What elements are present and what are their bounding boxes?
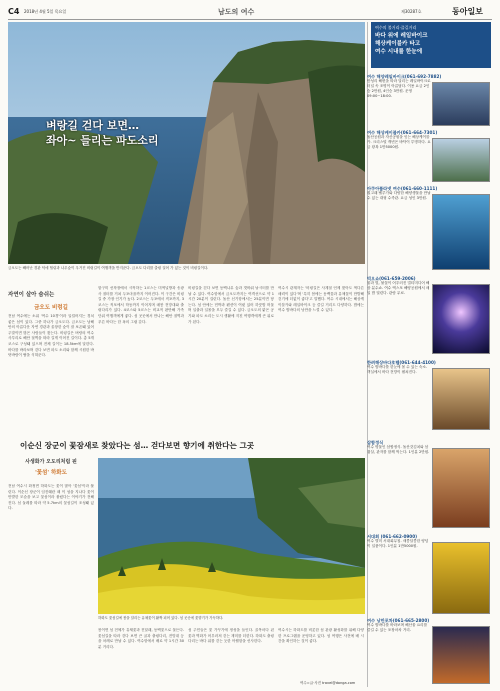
- feature2-col1: 전남 여수시 화정면 하화도는 꽃이 많아 '꽃섬'이라 불린다. 이순신 장군이 임진왜란 때 이 섬을 지나다 꽃이 만발한 모습을 보고 꽃섬이라 불렀다는 이야기가 전해진다. 섬 둘레를 따라 약 5.7km의 꽃섬길이 조성돼 있다.: [8, 484, 94, 511]
- aquarium-thumbnail: [432, 194, 490, 270]
- sidebar-item: [367, 360, 490, 430]
- feature2-col3: 섬 주민들은 꽃 가꾸기에 정성을 들인다. 골목마다 핀 꽃과 벽화가 어우러져 걷는 재미를 더한다. 하화도 출렁다리는 바다 위를 걷는 듯한 아찔함을 선사한다.: [188, 628, 274, 644]
- sidebar-item: [367, 130, 490, 182]
- food-item-title: 여수 낭만포차(061-665-2800): [367, 618, 430, 623]
- food-item-body: 여수 밤바다를 바라보며 해산물 요리를 즐길 수 있는 포장마차 거리.: [367, 623, 428, 632]
- samhap-dish-thumbnail: [432, 448, 490, 528]
- article1-col3: 비렁길을 걷다 보면 동백나무 숲과 갯바위 낚시터를 만날 수 있다. 여수항에서 금오도까지는 여객선으로 약 1시간 20분이 걸린다. 돌산 신기항에서는 25분이면 닿는다. 섬 안에는 민박과 펜션이 여럿 있어 하룻밤 머물며 일출과 일몰을 모두 즐길 수 있다. 금오도의 맑은 공기와 파도 소리는 도시 생활에 지친 여행객에게 큰 위로가 된다.: [188, 286, 274, 324]
- feature2-photo: [98, 458, 365, 614]
- article1-col2: 함구미 선착장에서 시작하는 1코스는 미역널방과 송광사 절터를 거쳐 두포마을까지 이어진다. 이 구간은 비렁길 중 가장 인기가 높다. 2코스는 두포에서 직포까지, 3코스는 직포에서 학동까지 이어지며 매봉 전망대와 출렁다리가 있다. 4코스와 5코스는 비교적 완만해 가족 단위 여행객에게 좋다. 섬 곳곳에서 만나는 해안 절벽과 푸른 바다는 한 폭의 그림 같다.: [98, 286, 184, 324]
- article1-kicker-sub: 금오도 비렁길: [34, 305, 68, 311]
- page-code: C4: [8, 7, 20, 16]
- byline: 여수=글·사진 travel@donga.com: [300, 681, 356, 685]
- issue-number: 제30287호: [401, 9, 422, 14]
- railbike-thumbnail: [432, 82, 490, 126]
- sidebar-item-body: 여수 밤바다를 한눈에 볼 수 있는 숙소. 객실에서 바다 전망이 펼쳐진다.: [367, 365, 428, 374]
- sidebar-header: [371, 22, 491, 68]
- hero-headline-line2: 좌아~ 들리는 파도소리: [46, 134, 159, 147]
- sidebar-item-title: 아쿠아플라넷 여수(061-660-1111): [367, 186, 438, 191]
- feature2-photo-caption: 하화도 꽃섬길에 봄을 알리는 유채꽃이 활짝 피어 있다. 섬 곳곳에 꽃향기가 가득하다.: [98, 616, 224, 620]
- food-item: [367, 440, 490, 528]
- hero-photo: [8, 22, 365, 264]
- date-line: 2018년 4월 5일 목요일: [24, 9, 67, 14]
- hero-headline: [46, 118, 159, 148]
- feature2-col4: 여수시는 하화도를 비롯한 섬 관광 활성화를 위해 다양한 프로그램을 운영하고 있다. 섬 여행은 사전에 배 시간을 확인하는 것이 좋다.: [278, 628, 364, 644]
- food-item: [367, 534, 490, 614]
- hero-caption: 금오도는 빼어난 경관 덕에 힐링과 나무숲이 우거진 비렁길이 여행객을 반겨준다. 금오도 다리를 출렁 걸어 가 있는 것이 비렁길이다.: [8, 266, 209, 270]
- section-title: 남도의 여수: [218, 8, 255, 16]
- flower-island-image: [98, 458, 365, 614]
- sidebar-title-line3: 여수 시내를 한눈에: [375, 49, 423, 55]
- food-item-body: 여수 명물인 삼합정식. 돌산갓김치와 삼겹살, 관자를 함께 먹는다. 1인분 2만원.: [367, 445, 430, 454]
- article1-kicker: 자연이 살아 숨쉬는: [8, 292, 55, 298]
- feature2-col2: 봄이면 섬 전체가 유채꽃과 진달래, 동백꽃으로 물든다. 꽃섬길을 따라 걷다 보면 큰 굴과 출렁다리, 전망대 등을 차례로 만날 수 있다. 여수항에서 배로 약 1시간 30분 거리다.: [98, 628, 184, 649]
- sidebar-item-title: 한려해상바다호텔(061-644-4100): [367, 360, 436, 365]
- article1-kicker-block: [8, 290, 94, 311]
- sidebar-item-title: 여수 해양레일바이크(061-692-7882): [367, 74, 442, 79]
- bus-tour-thumbnail: [432, 542, 490, 614]
- food-item: [367, 618, 490, 684]
- hero-headline-line1: 벼랑길 걷다 보면…: [46, 119, 140, 132]
- sidebar-title-line1: 바다 위에 레일바이크: [375, 33, 428, 39]
- sidebar-item-body: 흰고래 벨루가와 다양한 해양생물을 만날 수 있는 대형 수족관. 요금 성인 3만원.: [367, 191, 431, 200]
- sidebar-item: [367, 186, 490, 270]
- feature2-kicker: 사생화가 오도리처럼 핀: [25, 459, 77, 465]
- article1-col4: 여수시 관계자는 '비렁길은 사계절 언제 찾아도 색다른 매력이 있다'며 '특히 봄에는 동백꽃과 유채꽃이 만발해 걷기에 더없이 좋다'고 말했다. 여수 시내에서는 해상케이블카와 레일바이크 등 즐길 거리도 다양하다. 밤에는 여수 밤바다의 낭만을 느낄 수 있다.: [278, 286, 364, 313]
- feature2-kicker-block: [8, 458, 94, 476]
- pocha-thumbnail: [432, 626, 490, 684]
- sidebar-item-body: 물과 빛, 불꽃이 어우러진 멀티미디어 해상 분수쇼. 여수 엑스포 해양공원에서 매일 밤 열린다. 관람 무료.: [367, 281, 430, 295]
- sidebar-item: [367, 276, 490, 354]
- food-item-title: 삼합정식: [367, 440, 384, 445]
- feature2-kicker-sub: '꽃섬' 하화도: [35, 470, 67, 476]
- food-item-body: 여수 별미 서대회무침. 새콤달콤한 양념이 일품이다. 1인분 1만5000원.: [367, 539, 429, 548]
- masthead-logo: 동아일보: [452, 6, 483, 16]
- sidebar-item: [367, 74, 490, 126]
- feature2-headline: 이순신 장군이 꽃잠새로 찾았다는 섬… 걷다보면 향기에 취한다는 그곳: [20, 441, 255, 450]
- sidebar-item-title: 여수 해상케이블카(061-664-7301): [367, 130, 438, 135]
- cablecar-thumbnail: [432, 138, 490, 182]
- sidebar-title: [375, 32, 428, 56]
- page-header: [8, 5, 492, 20]
- sidebar-item-body: 돌산공원과 자산공원을 잇는 해상케이블카. 크리스털 캐빈은 바닥이 투명하다. 요금 왕복 1만5000원.: [367, 135, 431, 149]
- sidebar-tag: 여수의 볼거리·즐길거리: [375, 25, 417, 30]
- fountain-show-thumbnail: [432, 284, 490, 354]
- article1-col1: 전남 여수에는 소위 '여수 10경'이라 일컬어지는 경치 좋은 섬이 있다. 그중 하나가 금오도다. 금오도는 남해안의 아름다운 자연 경관과 울창한 숲이 잘 보존돼 있어 주말이면 많은 사람들이 찾는다. 비렁길은 벼랑의 여수 사투리로 해안 절벽을 따라 길게 이어진 길이다. 총 5개 코스로 구성돼 있으며 전체 길이는 18.5km에 달한다. 바다를 바라보며 걷다 보면 파도 소리와 함께 시원한 바닷바람이 땀을 식혀준다.: [8, 314, 94, 358]
- food-item-title: 서대회 (061-662-0900): [367, 534, 418, 539]
- sidebar-item-title: 빅오쇼(061-659-2006): [367, 276, 416, 281]
- sidebar-title-line2: 해상케이블카 타고: [375, 41, 421, 47]
- hotel-thumbnail: [432, 368, 490, 430]
- sidebar-item-body: 만성리 해변을 따라 달리는 레일바이크로 터널 속 조명이 아름답다. 이용 요금 2인승 2만원, 4인승 3만원. 운영 09:00~18:00.: [367, 79, 431, 98]
